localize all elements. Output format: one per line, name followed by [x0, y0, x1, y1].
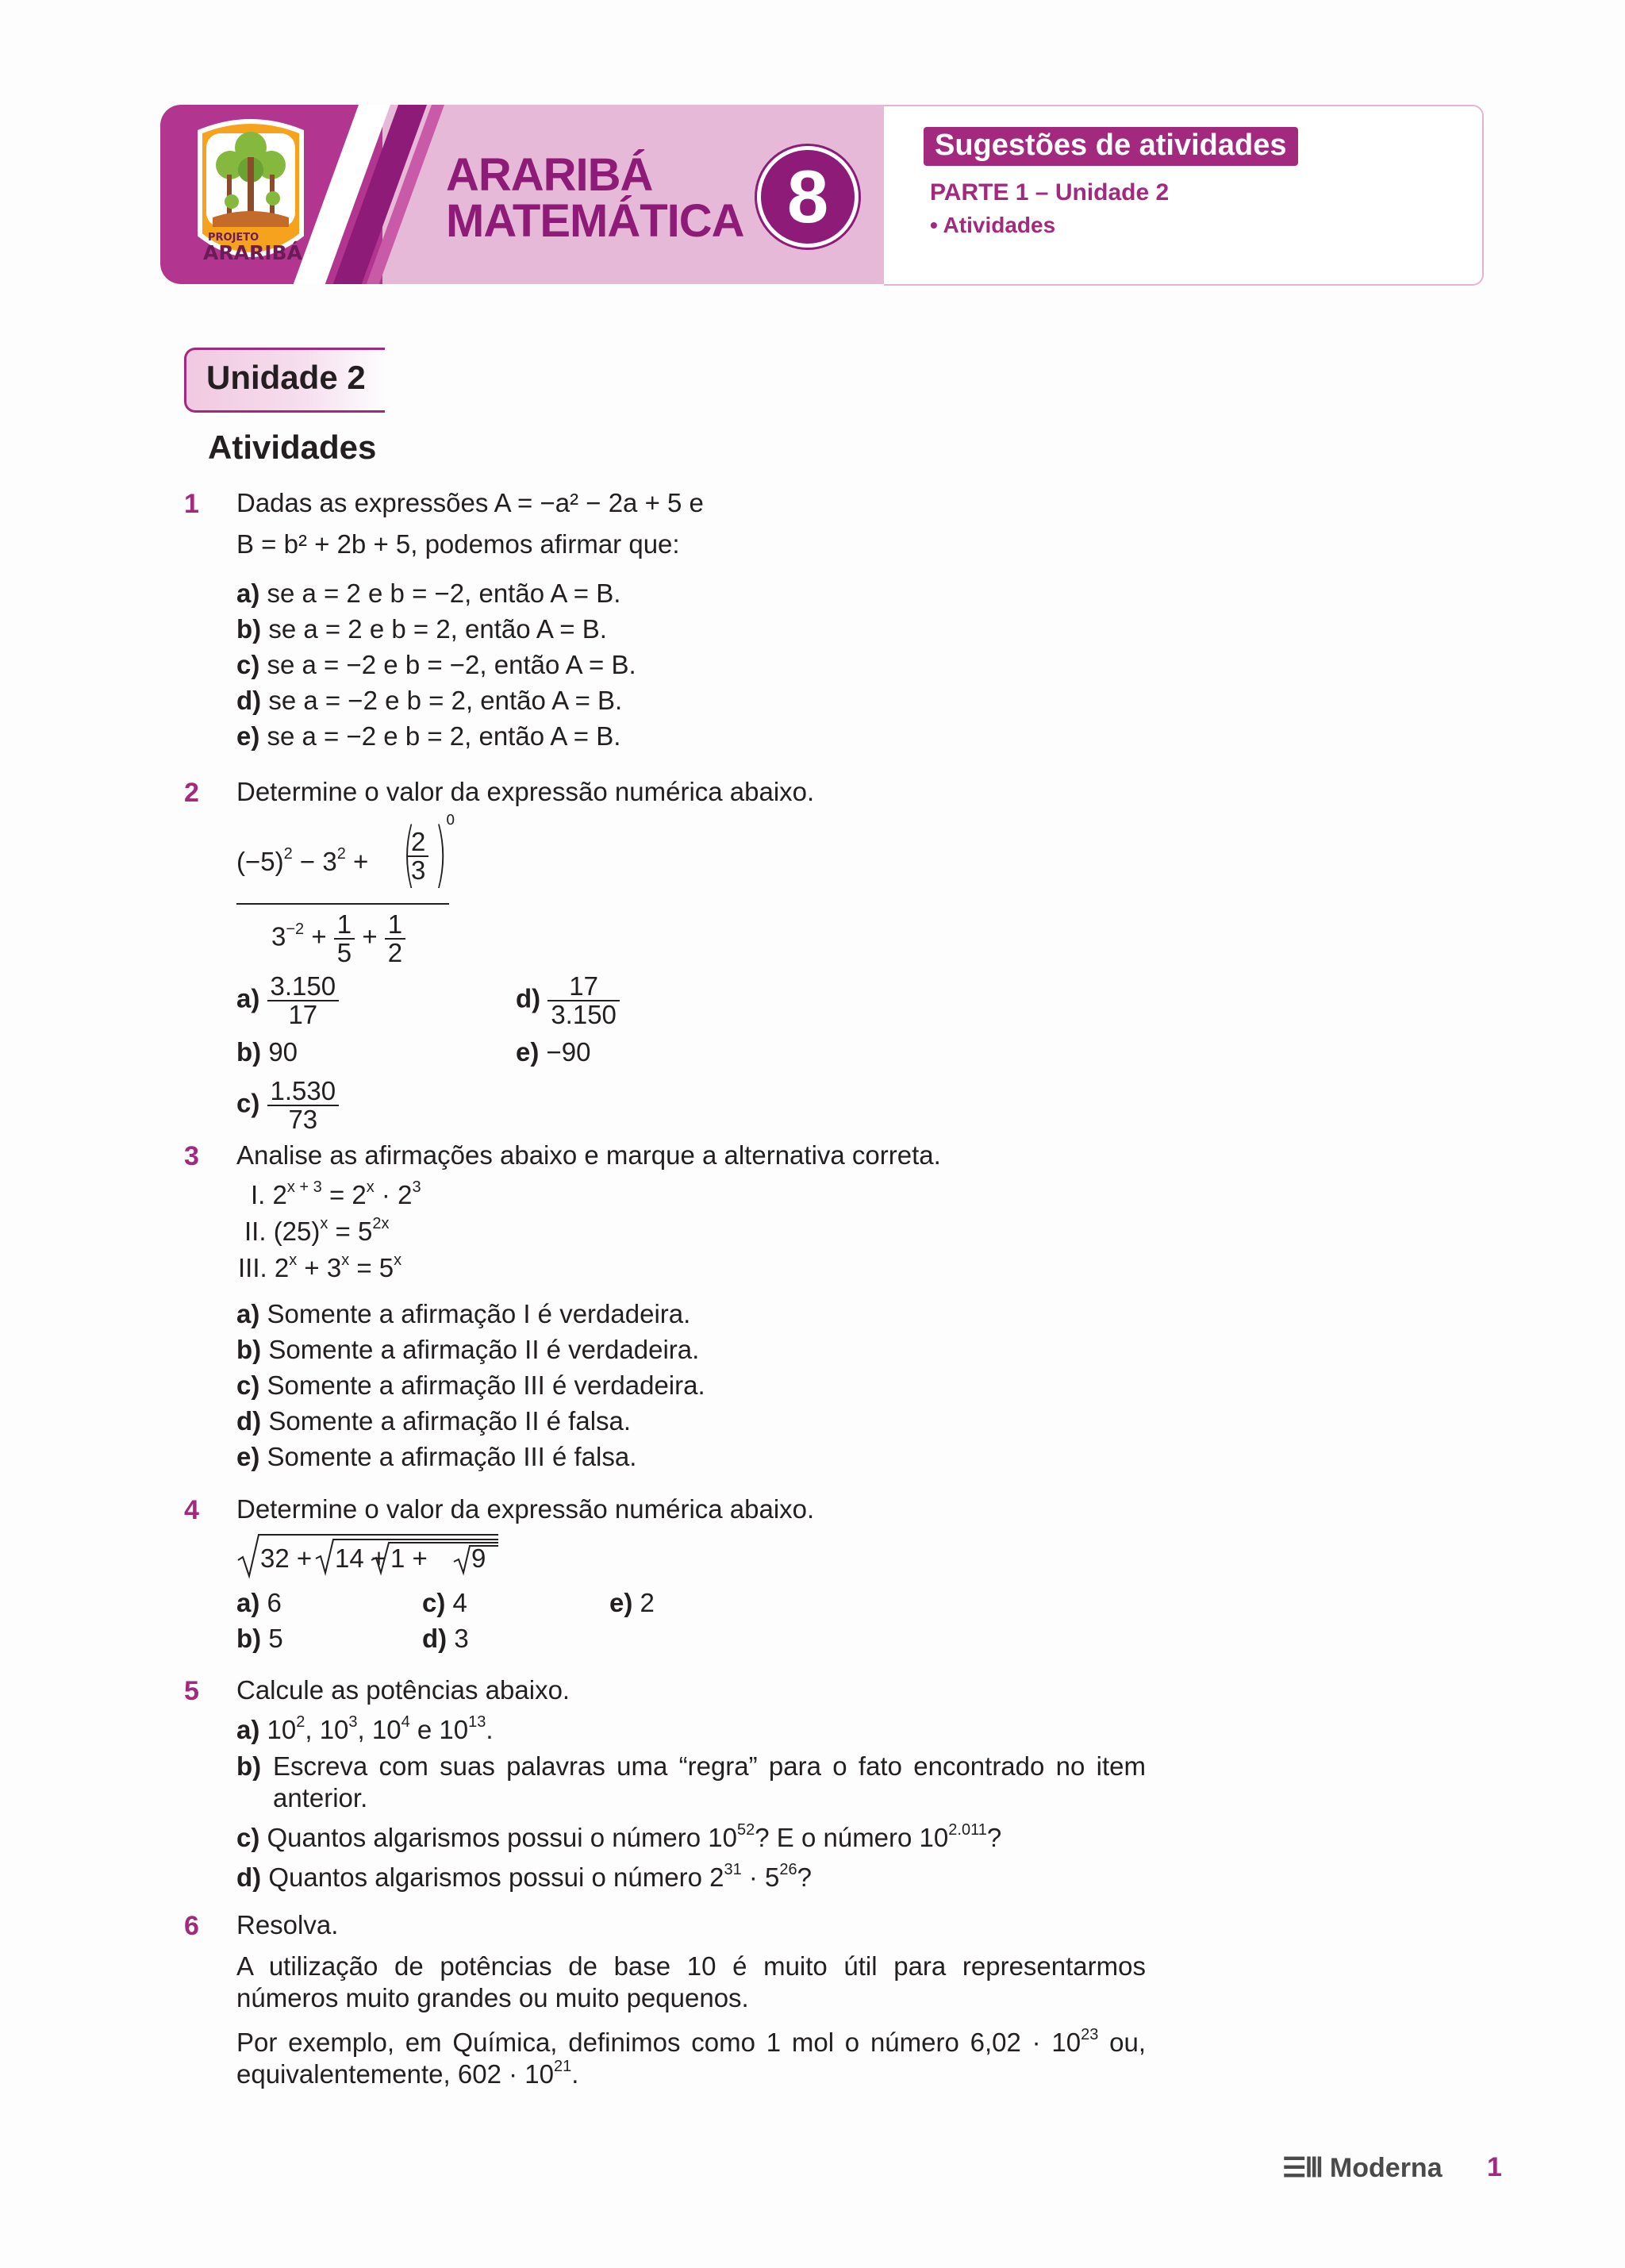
fraction-denominator: 73	[288, 1105, 318, 1134]
fraction-bar	[236, 903, 449, 905]
option-text: Quantos algarismos possui o número 2	[268, 1862, 724, 1892]
question-stem: Analise as afirmações abaixo e marque a alternativa correta.	[236, 1140, 941, 1170]
fraction	[408, 828, 428, 884]
option-item	[236, 973, 339, 1028]
option-item	[236, 649, 636, 681]
expr-exponent: −2	[286, 920, 305, 938]
option-item	[236, 1370, 705, 1401]
header-info-panel	[884, 105, 1484, 286]
option-label: e)	[236, 721, 260, 751]
logo-label-small: PROJETO	[208, 232, 259, 244]
option-label: e)	[609, 1588, 633, 1617]
statement-label: II.	[244, 1217, 267, 1246]
question-stem: B = b² + 2b + 5, podemos afirmar que:	[236, 529, 680, 559]
option-text: Somente a afirmação II é falsa.	[268, 1406, 632, 1436]
option-text: Somente a afirmação I é verdadeira.	[267, 1299, 691, 1328]
series-title-line1: ARARIBÁ	[446, 149, 653, 201]
option-text: −90	[546, 1037, 591, 1067]
radicand: 14 +	[335, 1543, 387, 1573]
option-label: c)	[422, 1588, 446, 1617]
expr-term: · 2	[374, 1180, 413, 1209]
question-stem: Determine o valor da expressão numérica abaixo.	[236, 777, 815, 806]
expr-term: − 3	[299, 847, 337, 876]
fraction-denominator: 3.150	[551, 1000, 617, 1029]
option-item	[516, 973, 620, 1028]
option-label: b)	[236, 1624, 262, 1653]
fraction	[385, 911, 405, 967]
option-text: 5	[268, 1624, 283, 1653]
series-number-badge: 8	[757, 146, 859, 248]
part-label: PARTE 1 – Unidade 2	[930, 179, 1170, 206]
expr-term: (−5)	[236, 847, 284, 876]
fraction-numerator: 2	[408, 828, 428, 857]
option-label: d)	[236, 1862, 262, 1892]
expr-operator: +	[311, 921, 327, 951]
option-label: d)	[422, 1624, 448, 1653]
section-badge: Sugestões de atividades	[924, 127, 1298, 166]
fraction-numerator: 17	[547, 973, 620, 1001]
expr-term: = 5	[349, 1253, 394, 1282]
series-title	[446, 149, 744, 247]
option-item	[236, 1862, 812, 1893]
fraction-denominator: 3	[411, 855, 426, 885]
option-label: d)	[236, 1406, 262, 1436]
option-text: ?	[797, 1862, 812, 1892]
expr-exponent: 21	[553, 2058, 572, 2075]
option-item	[236, 1751, 261, 1782]
fraction-numerator: 1	[385, 911, 405, 940]
option-label: a)	[236, 1588, 260, 1617]
option-label: b)	[236, 1335, 262, 1364]
expr-exponent: x	[320, 1215, 328, 1232]
statement-item	[251, 1179, 421, 1211]
series-title-line2: MATEMÁTICA	[446, 195, 744, 247]
option-text: Quantos algarismos possui o número 10	[267, 1823, 738, 1852]
option-item	[236, 1441, 636, 1473]
expr-exponent: 23	[1081, 2026, 1099, 2043]
option-label: d)	[236, 686, 262, 715]
option-label: b)	[236, 1751, 262, 1781]
expr-exponent: 2x	[372, 1215, 390, 1232]
paragraph	[236, 2027, 1146, 2090]
expr-term: 3	[271, 921, 286, 951]
option-text: Somente a afirmação III é falsa.	[267, 1442, 637, 1471]
option-item	[236, 1298, 690, 1330]
expr-exponent: x	[366, 1178, 375, 1196]
expr-exponent: 2	[283, 845, 293, 863]
expr-exponent: x + 3	[286, 1178, 322, 1196]
option-text: se a = −2 e b = −2, então A = B.	[267, 650, 636, 679]
option-text: 4	[452, 1588, 467, 1617]
option-text: se a = −2 e b = 2, então A = B.	[268, 686, 623, 715]
question-number: 5	[184, 1676, 199, 1706]
paragraph: A utilização de potências de base 10 é muito útil para representarmos números muito grandes ou muito pequenos.	[236, 1951, 1146, 2012]
numeric-expression: $(-5)^2 - 3^2$ + ( $\frac{2}{3}$ ) 0 $3^{-2}$ + $\frac{1}{5}$ + $\frac{1}{2}$	[236, 812, 455, 967]
expr-term: 2	[274, 1253, 290, 1282]
question-stem: Determine o valor da expressão numérica abaixo.	[236, 1494, 815, 1524]
option-item	[422, 1623, 469, 1655]
section-title: Atividades	[208, 429, 377, 466]
option-label: c)	[236, 1370, 260, 1400]
radicand: 32 +	[260, 1543, 313, 1573]
option-label: a)	[236, 1299, 260, 1328]
option-item	[236, 613, 607, 645]
paragraph-text: Por exemplo, em Química, definimos como 1 mol o número 6,02 · 10	[236, 2028, 1081, 2057]
radicand: 9	[471, 1543, 486, 1573]
expr-exponent: 31	[724, 1861, 742, 1878]
fraction-denominator: 17	[288, 1000, 318, 1029]
option-label: c)	[236, 1823, 260, 1852]
option-text: ? E o número 10	[755, 1823, 949, 1852]
expr-term: = 5	[328, 1217, 373, 1246]
option-text: ?	[986, 1823, 1002, 1852]
series-banner	[160, 105, 884, 284]
option-text: Somente a afirmação III é verdadeira.	[267, 1370, 705, 1400]
publisher-bars-icon: ☰Ⅲ	[1282, 2153, 1322, 2183]
option-text: se a = 2 e b = 2, então A = B.	[268, 614, 607, 644]
option-item	[236, 1036, 298, 1068]
option-text: se a = 2 e b = −2, então A = B.	[267, 579, 621, 608]
fraction-numerator: 3.150	[267, 973, 340, 1001]
option-item	[236, 1405, 631, 1437]
option-item	[516, 1036, 591, 1068]
fraction	[547, 973, 620, 1028]
option-text: 6	[267, 1588, 282, 1617]
option-label: a)	[236, 579, 260, 608]
option-label: b)	[236, 614, 262, 644]
option-label: e)	[236, 1442, 260, 1471]
option-text: Somente a afirmação II é verdadeira.	[268, 1335, 700, 1364]
expr-term: + 3	[297, 1253, 342, 1282]
statement-item	[244, 1216, 389, 1247]
expr-operator: +	[353, 847, 369, 876]
radicand: 1 +	[390, 1543, 428, 1573]
option-text: Escreva com suas palavras uma “regra” para o fato encontrado no item anterior.	[273, 1751, 1146, 1812]
option-item	[236, 721, 620, 752]
option-text: 3	[454, 1624, 469, 1653]
option-item	[236, 1078, 339, 1133]
statement-label: I.	[251, 1180, 266, 1209]
question-stem: Resolva.	[236, 1910, 339, 1939]
option-text: $10^2$, $10^3$, $10^4$ e $10^{13}$.	[267, 1713, 494, 1744]
publisher-name: Moderna	[1329, 2153, 1443, 2183]
expr-exponent: 52	[737, 1821, 755, 1839]
option-item	[236, 1623, 283, 1655]
option-label: c)	[236, 1088, 260, 1118]
option-text: se a = −2 e b = 2, então A = B.	[267, 721, 621, 751]
expr-operator: +	[362, 921, 378, 951]
expression-denominator	[271, 911, 405, 967]
expr-exponent: x	[341, 1251, 350, 1269]
option-text: 2	[640, 1588, 655, 1617]
expr-term: = 2	[321, 1180, 367, 1209]
logo-label: ARARIBÁ	[203, 241, 302, 264]
option-item	[236, 1714, 494, 1746]
fraction	[267, 973, 340, 1028]
option-item	[609, 1587, 655, 1619]
option-label: c)	[236, 650, 260, 679]
question-number: 1	[184, 489, 199, 519]
nested-radical-expression	[236, 1530, 506, 1581]
option-item	[236, 685, 622, 717]
option-text: 90	[268, 1037, 298, 1067]
option-label: a)	[236, 983, 260, 1013]
option-item	[236, 1334, 699, 1366]
statement-label: III.	[238, 1253, 267, 1282]
fraction-numerator: 1.530	[267, 1078, 340, 1106]
fraction	[267, 1078, 340, 1133]
question-stem: Calcule as potências abaixo.	[236, 1675, 570, 1705]
question-stem: Dadas as expressões A = −a² − 2a + 5 e	[236, 488, 704, 517]
expr-exponent: 26	[779, 1861, 797, 1878]
option-label: d)	[516, 983, 541, 1013]
expr-exponent: 3	[412, 1178, 421, 1196]
question-number: 6	[184, 1911, 199, 1941]
unit-tab	[184, 348, 390, 411]
option-item	[236, 578, 620, 609]
fraction-denominator: 2	[387, 938, 403, 967]
expr-exponent: x	[394, 1251, 402, 1269]
part-item: • Atividades	[930, 213, 1056, 237]
unit-title: Unidade 2	[206, 359, 366, 396]
expr-exponent: 2.011	[948, 1821, 987, 1839]
fraction-numerator: 1	[334, 911, 355, 940]
question-number: 3	[184, 1141, 199, 1171]
paragraph-text: .	[571, 2059, 579, 2089]
option-item	[236, 1822, 1001, 1854]
option-label: a)	[236, 1715, 260, 1744]
option-text: · 5	[741, 1862, 780, 1892]
question-number: 2	[184, 778, 199, 808]
paragraph-text: ou, equivalentemente, 602 · 10	[236, 2028, 1146, 2089]
expr-exponent: x	[289, 1251, 298, 1269]
option-item	[236, 1587, 282, 1619]
publisher-logo	[1282, 2152, 1443, 2184]
page-number: 1	[1487, 2152, 1502, 2182]
question-number: 4	[184, 1495, 199, 1525]
header-banner	[160, 105, 1484, 284]
expression-numerator	[236, 846, 368, 878]
option-label: e)	[516, 1037, 540, 1067]
expr-term: (25)	[273, 1217, 321, 1246]
fraction-denominator: 5	[336, 938, 352, 967]
option-item	[422, 1587, 467, 1619]
statement-item	[238, 1252, 401, 1284]
option-label: b)	[236, 1037, 262, 1067]
expr-exponent: 2	[336, 845, 346, 863]
fraction	[334, 911, 355, 967]
expr-term: 2	[272, 1180, 287, 1209]
